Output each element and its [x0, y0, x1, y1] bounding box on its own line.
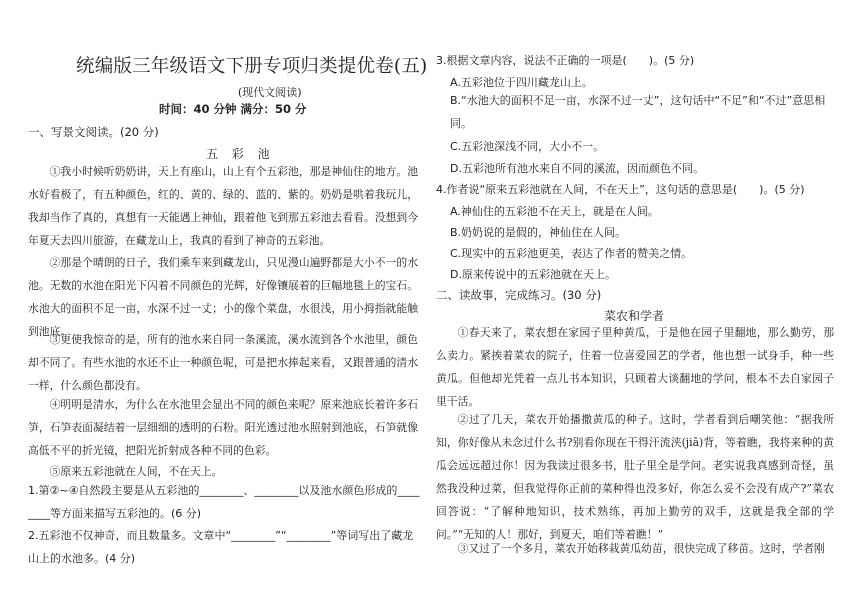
question-1: 1.第②~④自然段主要是从五彩池的________、________以及池水颜色形成的________等方面来描写五彩池的。(6 分): [28, 484, 420, 520]
q4-option-b: B.奶奶说的是假的，神仙住在人间。: [450, 226, 627, 239]
q3-option-a: A.五彩池位于四川藏龙山上。: [450, 76, 593, 89]
story-paragraph: ②过了几天，菜农开始播撒黄瓜的种子。这时，学者看到后嘲笑他：“据我所知，你好像从未念过什么书?别看你现在干得汗流浃(jiā)背，等着瞧，我将来种的黄瓜会远远超过你！因为我读过很多书，肚子里全是学问。老实说我真感到奇怪，虽然我没种过菜，但我觉得你正前的菜种得也没多好，你怎么妥不会没有成产?”菜农回答说：“了解种地知识，技术熟练，再加上勤劳的双手，这就是我全部的学问。”“无知的人！那好，到夏天，咱们等着瞧！”: [436, 413, 834, 541]
q4-option-c: C.现实中的五彩池更美，表达了作者的赞美之情。: [450, 247, 693, 260]
question-2: 2.五彩池不仅神奇，而且数量多。文章中“________”“________”等词写出了藏龙山上的水池多。(4 分): [28, 529, 414, 565]
q4-option-a: A.神仙住的五彩池不在天上，就是在人间。: [450, 205, 659, 218]
story-title: 菜农和学者: [604, 309, 665, 323]
story-paragraph: ①春天来了，菜农想在家园子里种黄瓜，于是他在园子里翻地，那么勤劳，那么卖力。紧挨着菜农的院子，住着一位喜爱园艺的学者，他也想一试身手，种一些黄瓜。但他却光凭着一点儿书本知识，只顾着大谈翻地的学问，根本不去自家园子里干活。: [436, 326, 834, 408]
passage-paragraph: ①我小时候听奶奶讲，天上有座山，山上有个五彩池，那是神仙住的地方。池水好看极了，有五种颜色，红的、黄的、绿的、蓝的、紫的。奶奶是哄着我玩儿，我却当作了真的，真想有一天能遇上神仙，跟着他飞到那五彩池去看看。没想到今年夏天去四川旅游，在藏龙山上，我真的看到了神奇的五彩池。: [28, 165, 418, 247]
passage-title: 五 彩 池: [206, 147, 275, 161]
question-4: 4.作者说“原来五彩池就在人间，不在天上”，这句话的意思是( )。(5 分): [436, 183, 805, 196]
section2-heading: 二、读故事，完成练习。(30 分): [436, 288, 602, 302]
section1-heading: 一、写景文阅读。(20 分): [28, 125, 159, 139]
question-3: 3.根据文章内容，说法不正确的一项是( )。(5 分): [436, 54, 695, 67]
story-paragraph: ③又过了一个多月，菜农开始移栽黄瓜幼苗，很快完成了移苗。这时，学者刚: [457, 542, 825, 555]
q3-option-c: C.五彩池深浅不同，大小不一。: [450, 140, 605, 153]
time-score-line: 时间：40 分钟 满分：50 分: [159, 102, 307, 116]
passage-paragraph: ⑤原来五彩池就在人间，不在天上。: [49, 465, 223, 478]
q4-option-d: D.原来传说中的五彩池就在天上。: [450, 268, 616, 281]
passage-paragraph: ②那是个晴朗的日子，我们乘车来到藏龙山，只见漫山遍野都是大小不一的水池。无数的水池在阳光下闪着不同颜色的光辉，好像镶展着的巨幅地毯上的宝石。水池大的面积不足一亩，水深不过一丈；小的像个菜盘，水很浅，用小拇指就能触到池底。: [28, 256, 418, 338]
q3-option-d: D.五彩池所有池水来自不同的溪流，因而颜色不同。: [450, 162, 704, 175]
page-subtitle: (现代文阅读): [238, 86, 302, 99]
passage-paragraph: ④明明是清水，为什么在水池里会显出不同的颜色来呢？原来池底长着许多石笋，石笋表面凝结着一层细细的透明的石粉。阳光透过池水照射到池底，石笋就像高低不平的折光镜，把阳光折射成各种不同的色彩。: [28, 398, 418, 457]
page-title: 统编版三年级语文下册专项归类提优卷(五): [76, 56, 428, 77]
passage-paragraph: ③更使我惊奇的是，所有的池水来自同一条溪流，溪水流到各个水池里，颜色却不同了。有些水池的水还不止一种颜色呢，可是把水捧起来看，又跟普通的清水一样，什么颜色都没有。: [28, 333, 418, 392]
q3-option-b: B.“水池大的面积不足一亩，水深不过一丈”，这句话中“不足”和“不过”意思相同。: [450, 94, 826, 130]
